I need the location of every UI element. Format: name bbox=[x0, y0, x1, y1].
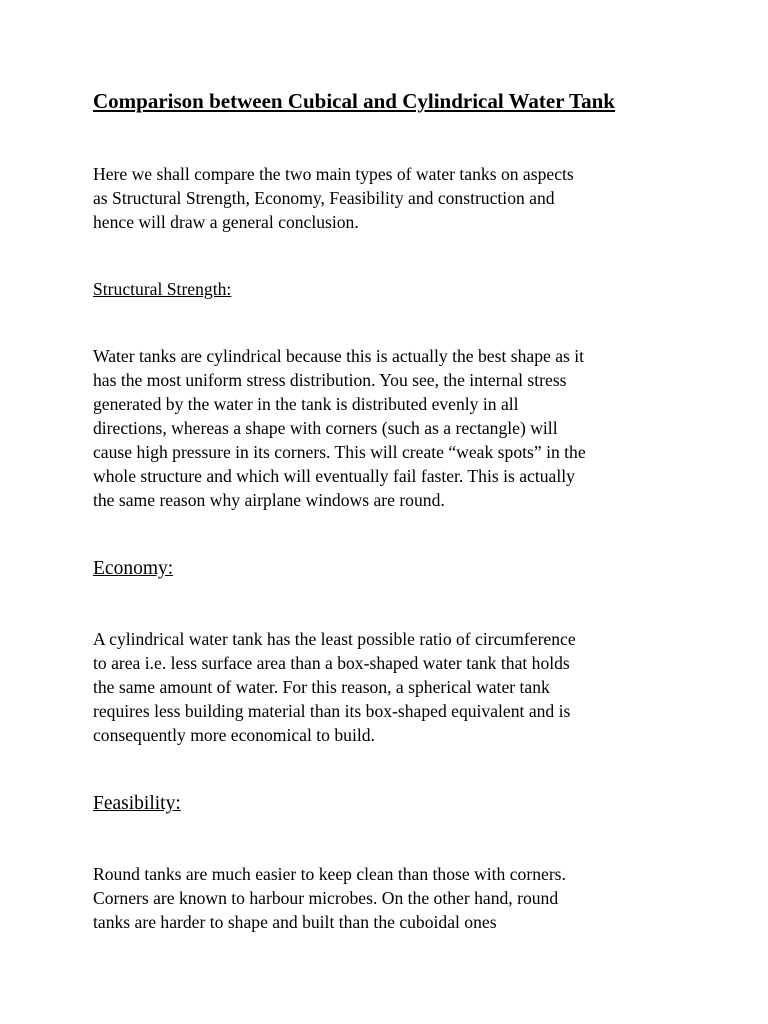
paragraph-line: generated by the water in the tank is distributed evenly in all bbox=[93, 394, 519, 414]
paragraph-line: the same reason why airplane windows are round. bbox=[93, 490, 445, 510]
paragraph-line: A cylindrical water tank has the least possible ratio of circumference bbox=[93, 629, 576, 649]
economy-paragraph bbox=[93, 627, 693, 747]
paragraph-line: tanks are harder to shape and built than the cuboidal ones bbox=[93, 912, 497, 932]
paragraph-line: the same amount of water. For this reason, a spherical water tank bbox=[93, 677, 550, 697]
paragraph-line: consequently more economical to build. bbox=[93, 725, 375, 745]
intro-paragraph bbox=[93, 162, 693, 234]
paragraph-line: requires less building material than its box-shaped equivalent and is bbox=[93, 701, 571, 721]
paragraph-line: whole structure and which will eventually fail faster. This is actually bbox=[93, 466, 575, 486]
section-heading-feasibility: Feasibility: bbox=[93, 793, 181, 814]
paragraph-line: cause high pressure in its corners. This will create “weak spots” in the bbox=[93, 442, 586, 462]
document-title: Comparison between Cubical and Cylindrical Water Tank bbox=[93, 89, 615, 113]
paragraph-line: has the most uniform stress distribution. You see, the internal stress bbox=[93, 370, 567, 390]
feasibility-paragraph bbox=[93, 862, 693, 934]
paragraph-line: Water tanks are cylindrical because this is actually the best shape as it bbox=[93, 346, 585, 366]
paragraph-line: Round tanks are much easier to keep clean than those with corners. bbox=[93, 864, 566, 884]
section-heading-economy: Economy: bbox=[93, 558, 174, 579]
intro-line: hence will draw a general conclusion. bbox=[93, 212, 359, 232]
intro-line: Here we shall compare the two main types of water tanks on aspects bbox=[93, 164, 574, 184]
paragraph-line: directions, whereas a shape with corners (such as a rectangle) will bbox=[93, 418, 558, 438]
intro-line: as Structural Strength, Economy, Feasibility and construction and bbox=[93, 188, 555, 208]
paragraph-line: to area i.e. less surface area than a box-shaped water tank that holds bbox=[93, 653, 570, 673]
paragraph-line: Corners are known to harbour microbes. On the other hand, round bbox=[93, 888, 559, 908]
structural-strength-paragraph bbox=[93, 344, 693, 512]
section-heading-structural-strength: Structural Strength: bbox=[93, 279, 232, 299]
